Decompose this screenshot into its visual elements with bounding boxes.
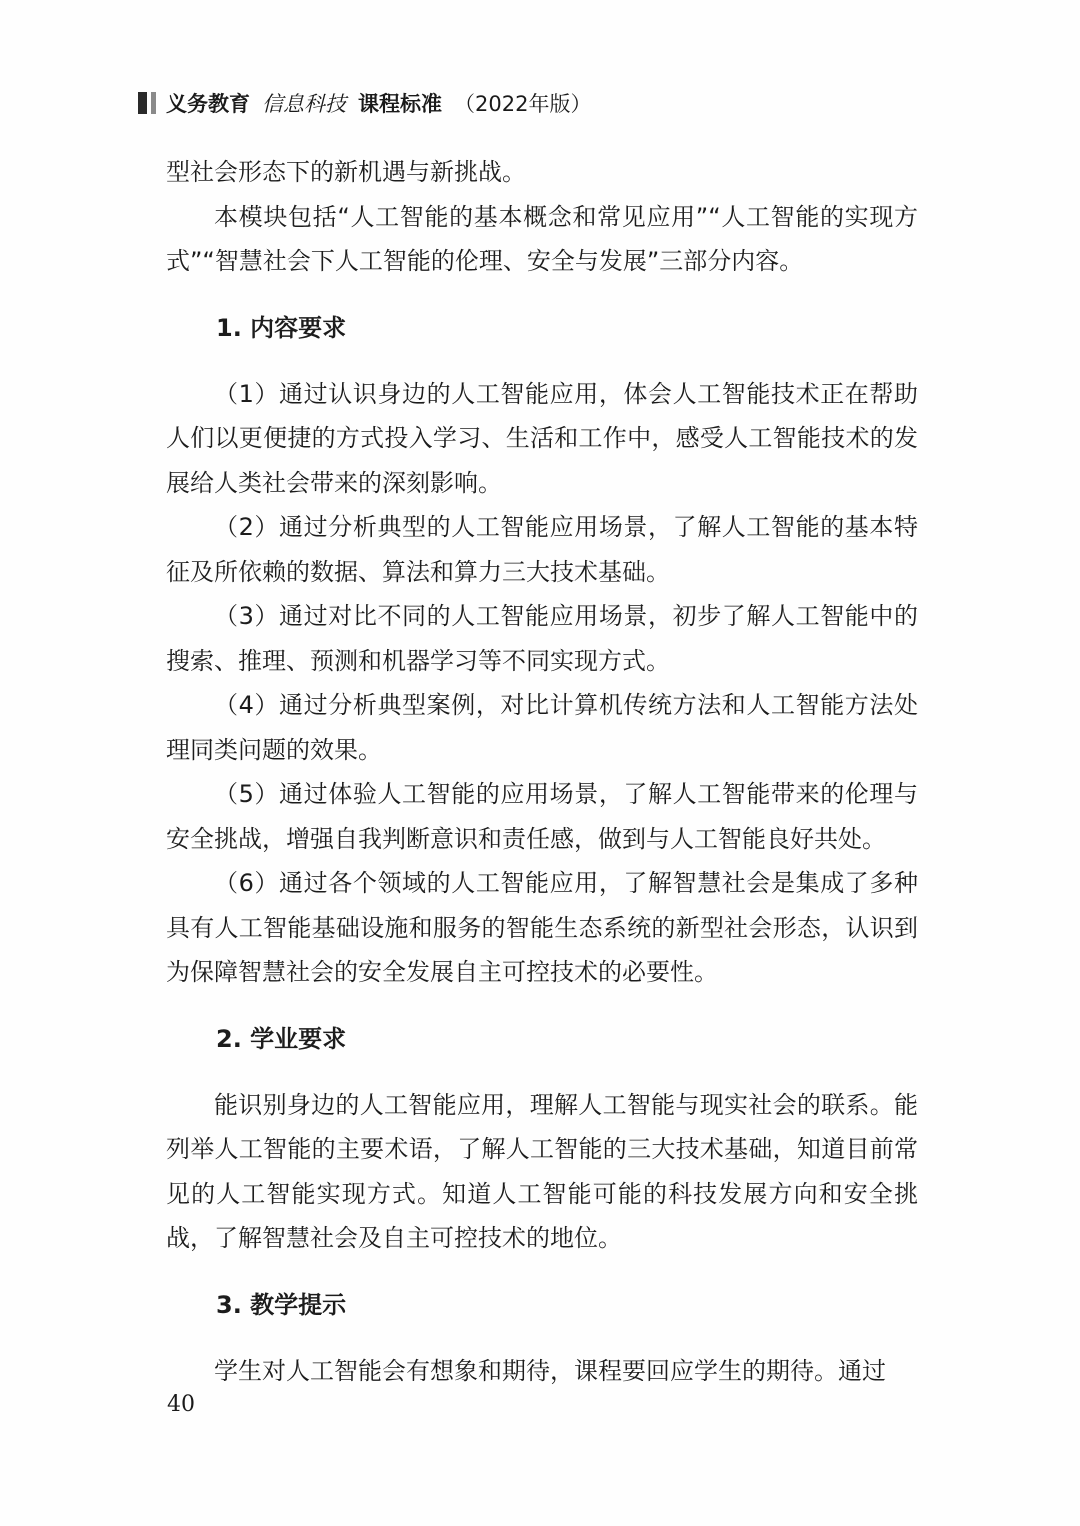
header-subject: 信息科技: [262, 92, 346, 116]
header-bar-thin: [151, 92, 156, 114]
section-heading-academic-requirements: 2. 学业要求: [216, 1024, 347, 1053]
requirement-item: （6）通过各个领域的人工智能应用，了解智慧社会是集成了多种具有人工智能基础设施和服务的智能生态系统的新型社会形态，认识到为保障智慧社会的安全发展自主可控技术的必要性。: [166, 869, 918, 986]
section-heading-teaching-tips: 3. 教学提示: [216, 1290, 347, 1319]
header-title: 课程标准: [358, 92, 442, 116]
academic-requirement-paragraph: 能识别身边的人工智能应用，理解人工智能与现实社会的联系。能列举人工智能的主要术语，了解人工智能的三大技术基础，知道目前常见的人工智能实现方式。知道人工智能可能的科技发展方向和安全挑战，了解智慧社会及自主可控技术的地位。: [166, 1090, 918, 1252]
body-text: [166, 150, 918, 1393]
paragraph-continuation: 型社会形态下的新机遇与新挑战。: [166, 158, 526, 186]
requirement-item: （3）通过对比不同的人工智能应用场景，初步了解人工智能中的搜索、推理、预测和机器学习等不同实现方式。: [166, 602, 918, 675]
teaching-tips-paragraph: 学生对人工智能会有想象和期待，课程要回应学生的期待。通过: [214, 1356, 886, 1385]
header-bar-thick: [138, 92, 147, 114]
requirement-item: （1）通过认识身边的人工智能应用，体会人工智能技术正在帮助人们以更便捷的方式投入学习、生活和工作中，感受人工智能技术的发展给人类社会带来的深刻影响。: [166, 379, 918, 497]
running-header: [138, 86, 591, 120]
requirement-item: （4）通过分析典型案例，对比计算机传统方法和人工智能方法处理同类问题的效果。: [166, 691, 918, 764]
header-bar-marks: [138, 92, 156, 114]
page-number: 40: [167, 1392, 195, 1417]
header-series: 义务教育: [166, 92, 250, 116]
header-edition: （2022年版）: [454, 92, 592, 116]
requirement-item: （2）通过分析典型的人工智能应用场景，了解人工智能的基本特征及所依赖的数据、算法和算力三大技术基础。: [166, 513, 918, 586]
paragraph-module-intro: 本模块包括“人工智能的基本概念和常见应用”“人工智能的实现方式”“智慧社会下人工智能的伦理、安全与发展”三部分内容。: [166, 202, 918, 275]
section-heading-content-requirements: 1. 内容要求: [216, 313, 347, 342]
requirement-item: （5）通过体验人工智能的应用场景，了解人工智能带来的伦理与安全挑战，增强自我判断意识和责任感，做到与人工智能良好共处。: [166, 780, 918, 853]
